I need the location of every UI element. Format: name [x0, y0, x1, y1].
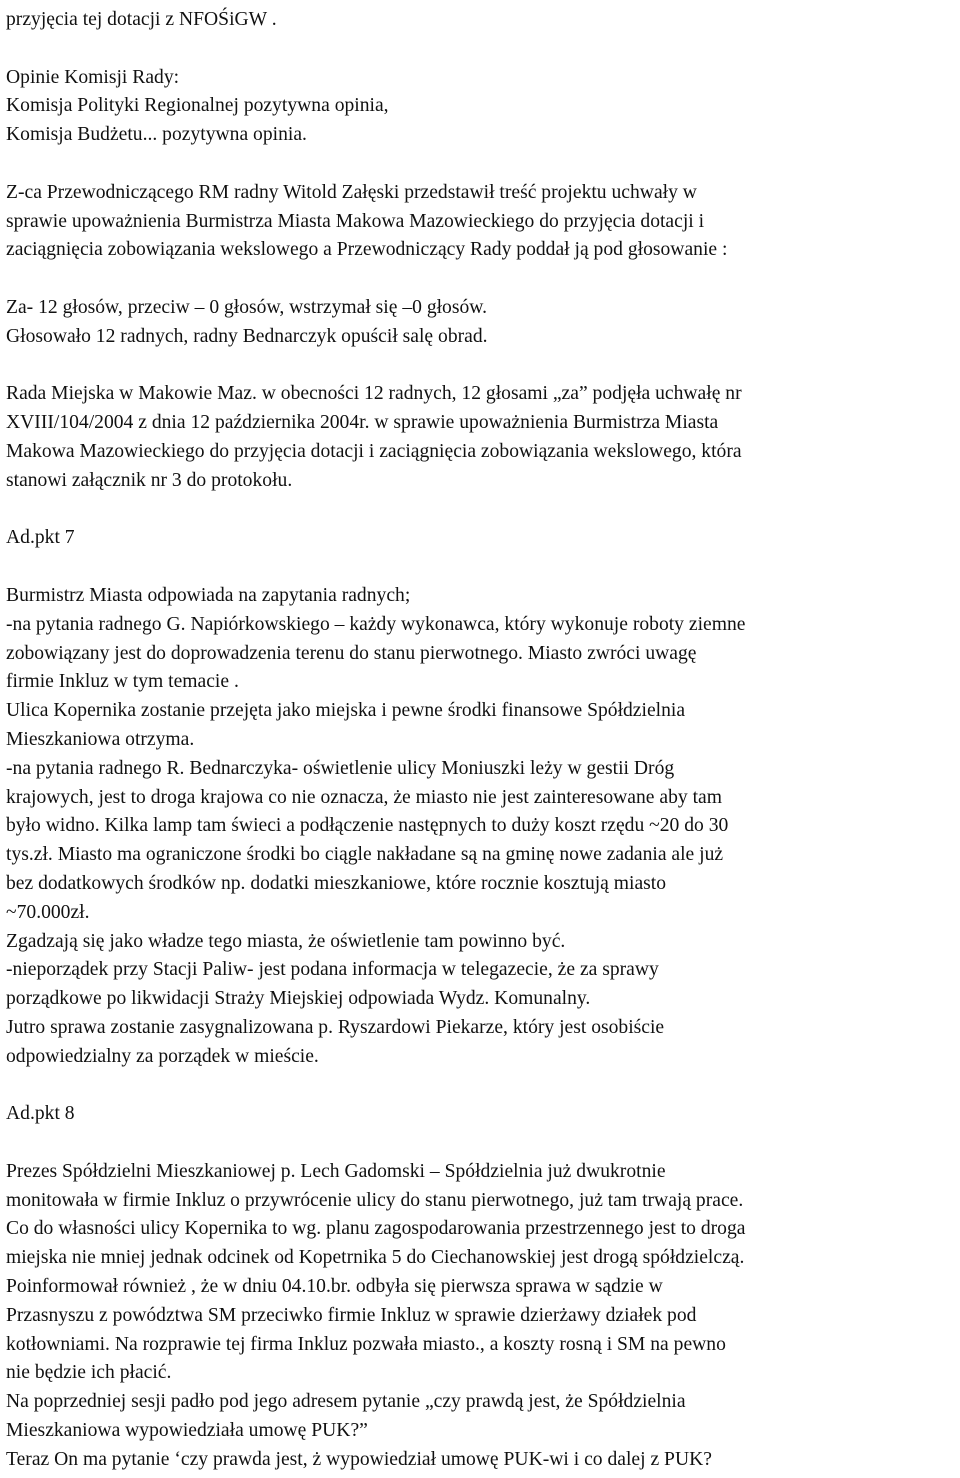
text-line: Teraz On ma pytanie ‘czy prawda jest, ż wypowiedział umowę PUK-wi i co dalej z PUK?: [6, 1448, 712, 1470]
resolution-paragraph: [6, 380, 954, 495]
text-line: Prezes Spółdzielni Mieszkaniowej p. Lech Gadomski – Spółdzielnia już dwukrotnie: [6, 1160, 666, 1182]
text-line: odpowiedzialny za porządek w mieście.: [6, 1045, 319, 1067]
text-line: Rada Miejska w Makowie Maz. w obecności 12 radnych, 12 głosami „za” podjęła uchwałę nr: [6, 383, 742, 405]
text-line: tys.zł. Miasto ma ograniczone środki bo ciągle nakładane są na gminę nowe zadania ale już: [6, 844, 724, 866]
vote-result-paragraph: [6, 294, 954, 352]
paragraph-spacer: [6, 1129, 954, 1158]
text-line: Co do własności ulicy Kopernika to wg. planu zagospodarowania przestrzennego jest to droga: [6, 1218, 746, 1240]
text-line: Ulica Kopernika zostanie przejęta jako miejska i pewne środki finansowe Spółdzielnia: [6, 700, 686, 722]
text-line: Za- 12 głosów, przeciw – 0 głosów, wstrzymał się –0 głosów.: [6, 296, 488, 318]
paragraph-spacer: [6, 1071, 954, 1100]
text-line: XVIII/104/2004 z dnia 12 października 2004r. w sprawie upoważnienia Burmistrza Miasta: [6, 412, 719, 434]
section-heading-pkt8: Ad.pkt 8: [6, 1103, 75, 1125]
text-line: ~70.000zł.: [6, 901, 90, 923]
text-line: krajowych, jest to droga krajowa co nie oznacza, że miasto nie jest zainteresowane aby tam: [6, 786, 722, 808]
text-line: miejska nie mniej jednak odcinek od Kopetrnika 5 do Ciechanowskiej jest drogą spółdzielczą.: [6, 1247, 745, 1269]
text-line: -na pytania radnego G. Napiórkowskiego – każdy wykonawca, który wykonuje roboty ziemne: [6, 613, 746, 635]
text-line: było widno. Kilka lamp tam świeci a podłączenie następnych to duży koszt rzędu ~20 do 30: [6, 815, 729, 837]
text-line: Poinformował również , że w dniu 04.10.br. odbyła się pierwsza sprawa w sądzie w: [6, 1276, 663, 1298]
text-line: Na poprzedniej sesji padło pod jego adresem pytanie „czy prawdą jest, że Spółdzielnia: [6, 1391, 686, 1413]
text-line: stanowi załącznik nr 3 do protokołu.: [6, 469, 293, 491]
text-line: Z-ca Przewodniczącego RM radny Witold Załęski przedstawił treść projektu uchwały w: [6, 181, 697, 203]
text-line: Opinie Komisji Rady:: [6, 66, 180, 88]
text-line: Mieszkaniowa wypowiedziała umowę PUK?”: [6, 1420, 368, 1442]
text-line: Przasnyszu z powództwa SM przeciwko firmie Inkluz w sprawie dzierżawy działek pod: [6, 1304, 697, 1326]
paragraph-spacer: [6, 35, 954, 64]
text-line: porządkowe po likwidacji Straży Miejskiej odpowiada Wydz. Komunalny.: [6, 988, 591, 1010]
paragraph-spacer: [6, 265, 954, 294]
text-line: kotłowniami. Na rozprawie tej firma Inkluz pozwała miasto., a koszty rosną i SM na pewno: [6, 1333, 726, 1355]
text-line: Mieszkaniowa otrzyma.: [6, 728, 195, 750]
text-line: monitowała w firmie Inkluz o przywrócenie ulicy do stanu pierwotnego, już tam trwają prace.: [6, 1189, 744, 1211]
paragraph-spacer: [6, 553, 954, 582]
pkt8-section: [6, 1158, 954, 1475]
text-line: zaciągnięcia zobowiązania wekslowego a Przewodniczący Rady poddał ją pod głosowanie :: [6, 239, 728, 261]
text-line: Burmistrz Miasta odpowiada na zapytania radnych;: [6, 584, 411, 606]
text-line: zobowiązany jest do doprowadzenia terenu do stanu pierwotnego. Miasto zwróci uwagę: [6, 642, 697, 664]
text-line: przyjęcia tej dotacji z NFOŚiGW .: [6, 9, 277, 30]
resolution-intro-paragraph: [6, 179, 954, 265]
paragraph-spacer: [6, 150, 954, 179]
text-line: Komisja Budżetu... pozytywna opinia.: [6, 124, 307, 146]
paragraph-spacer: [6, 496, 954, 525]
text-line: firmie Inkluz w tym temacie .: [6, 671, 239, 693]
text-line: Makowa Mazowieckiego do przyjęcia dotacji i zaciągnięcia zobowiązania wekslowego, która: [6, 440, 742, 462]
paragraph-spacer: [6, 352, 954, 381]
text-line: sprawie upoważnienia Burmistrza Miasta Makowa Mazowieckiego do przyjęcia dotacji i: [6, 210, 705, 232]
pkt7-section: [6, 582, 954, 1072]
text-line: Komisja Polityki Regionalnej pozytywna opinia,: [6, 95, 389, 117]
text-line: nie będzie ich płacić.: [6, 1362, 172, 1384]
text-line: Jutro sprawa zostanie zasygnalizowana p. Ryszardowi Piekarze, który jest osobiście: [6, 1016, 665, 1038]
text-line: bez dodatkowych środków np. dodatki mieszkaniowe, które rocznie kosztują miasto: [6, 872, 667, 894]
text-line: Głosowało 12 radnych, radny Bednarczyk opuścił salę obrad.: [6, 325, 488, 347]
text-line: -na pytania radnego R. Bednarczyka- oświetlenie ulicy Moniuszki leży w gestii Dróg: [6, 757, 675, 779]
section-heading-pkt7: Ad.pkt 7: [6, 527, 75, 549]
text-line: Zgadzają się jako władze tego miasta, że oświetlenie tam powinno być.: [6, 930, 566, 952]
text-line: -nieporządek przy Stacji Paliw- jest podana informacja w telegazecie, że za sprawy: [6, 959, 659, 981]
intro-paragraph: [6, 6, 954, 35]
committee-opinions: [6, 64, 954, 150]
